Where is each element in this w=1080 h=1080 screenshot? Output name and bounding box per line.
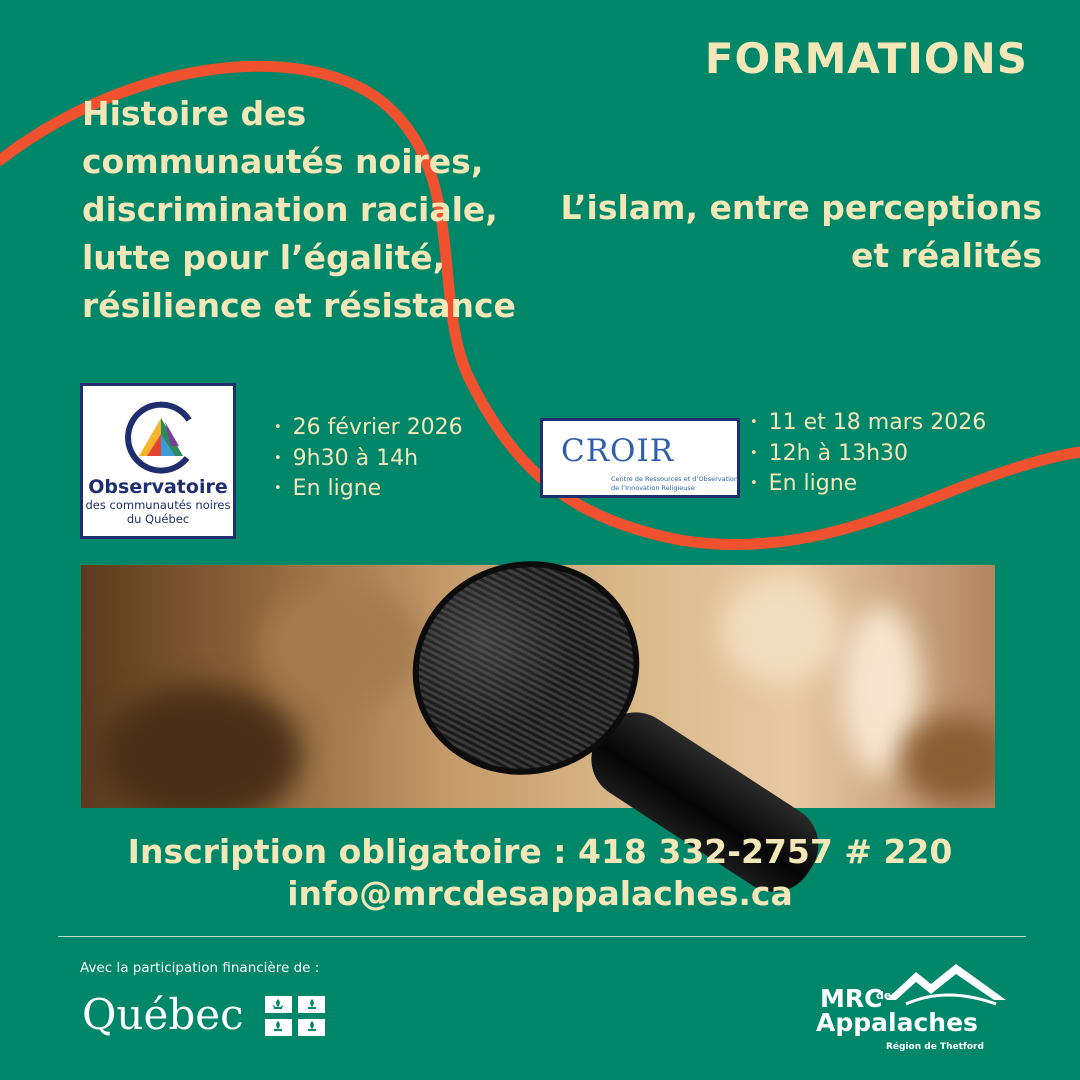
course2-date: • 11 et 18 mars 2026 [750,408,986,439]
quebec-logo-word: Québec [82,990,244,1039]
croir-logo [540,418,740,498]
course2-details [750,408,986,500]
contact-email[interactable]: info@mrcdesappalaches.ca [287,874,793,913]
course1-date: • 26 février 2026 [274,413,463,444]
course1-location: • En ligne [274,474,463,505]
course2-location: • En ligne [750,469,986,500]
croir-logo-name: CROIR [561,433,675,469]
course2-time: • 12h à 13h30 [750,439,986,470]
observatoire-logo-subtitle: des communautés noires du Québec [85,498,231,526]
registration-info: Inscription obligatoire : 418 332-2757 # 220 [127,832,953,871]
course2-title: L’islam, entre perceptions et réalités [560,188,1042,275]
mrc-des-text: des [876,989,898,1002]
mountain-icon [886,960,1006,1006]
observatoire-logo [80,383,236,539]
footer-divider [58,936,1026,937]
observatoire-logo-name: Observatoire [88,476,228,498]
croir-logo-subtitle: Centre de Ressources et d’Observation de l’Innovation Religieuse [611,475,739,492]
mrc-name-text: Appalaches [816,1008,978,1037]
course1-title: Histoire des communautés noires, discrimination raciale, lutte pour l’égalité, résilience et résistance [82,94,516,325]
course1-details [274,413,463,505]
header-title: FORMATIONS [704,34,1028,83]
funding-label: Avec la participation financière de : [80,960,320,976]
course1-time: • 9h30 à 14h [274,444,463,475]
mrc-appalaches-logo [812,960,1012,1060]
mrc-region-text: Région de Thetford [886,1042,984,1052]
mrc-text: MRC [820,984,883,1013]
observatoire-triangle-icon [121,400,201,476]
quebec-flag-icon [265,996,325,1036]
